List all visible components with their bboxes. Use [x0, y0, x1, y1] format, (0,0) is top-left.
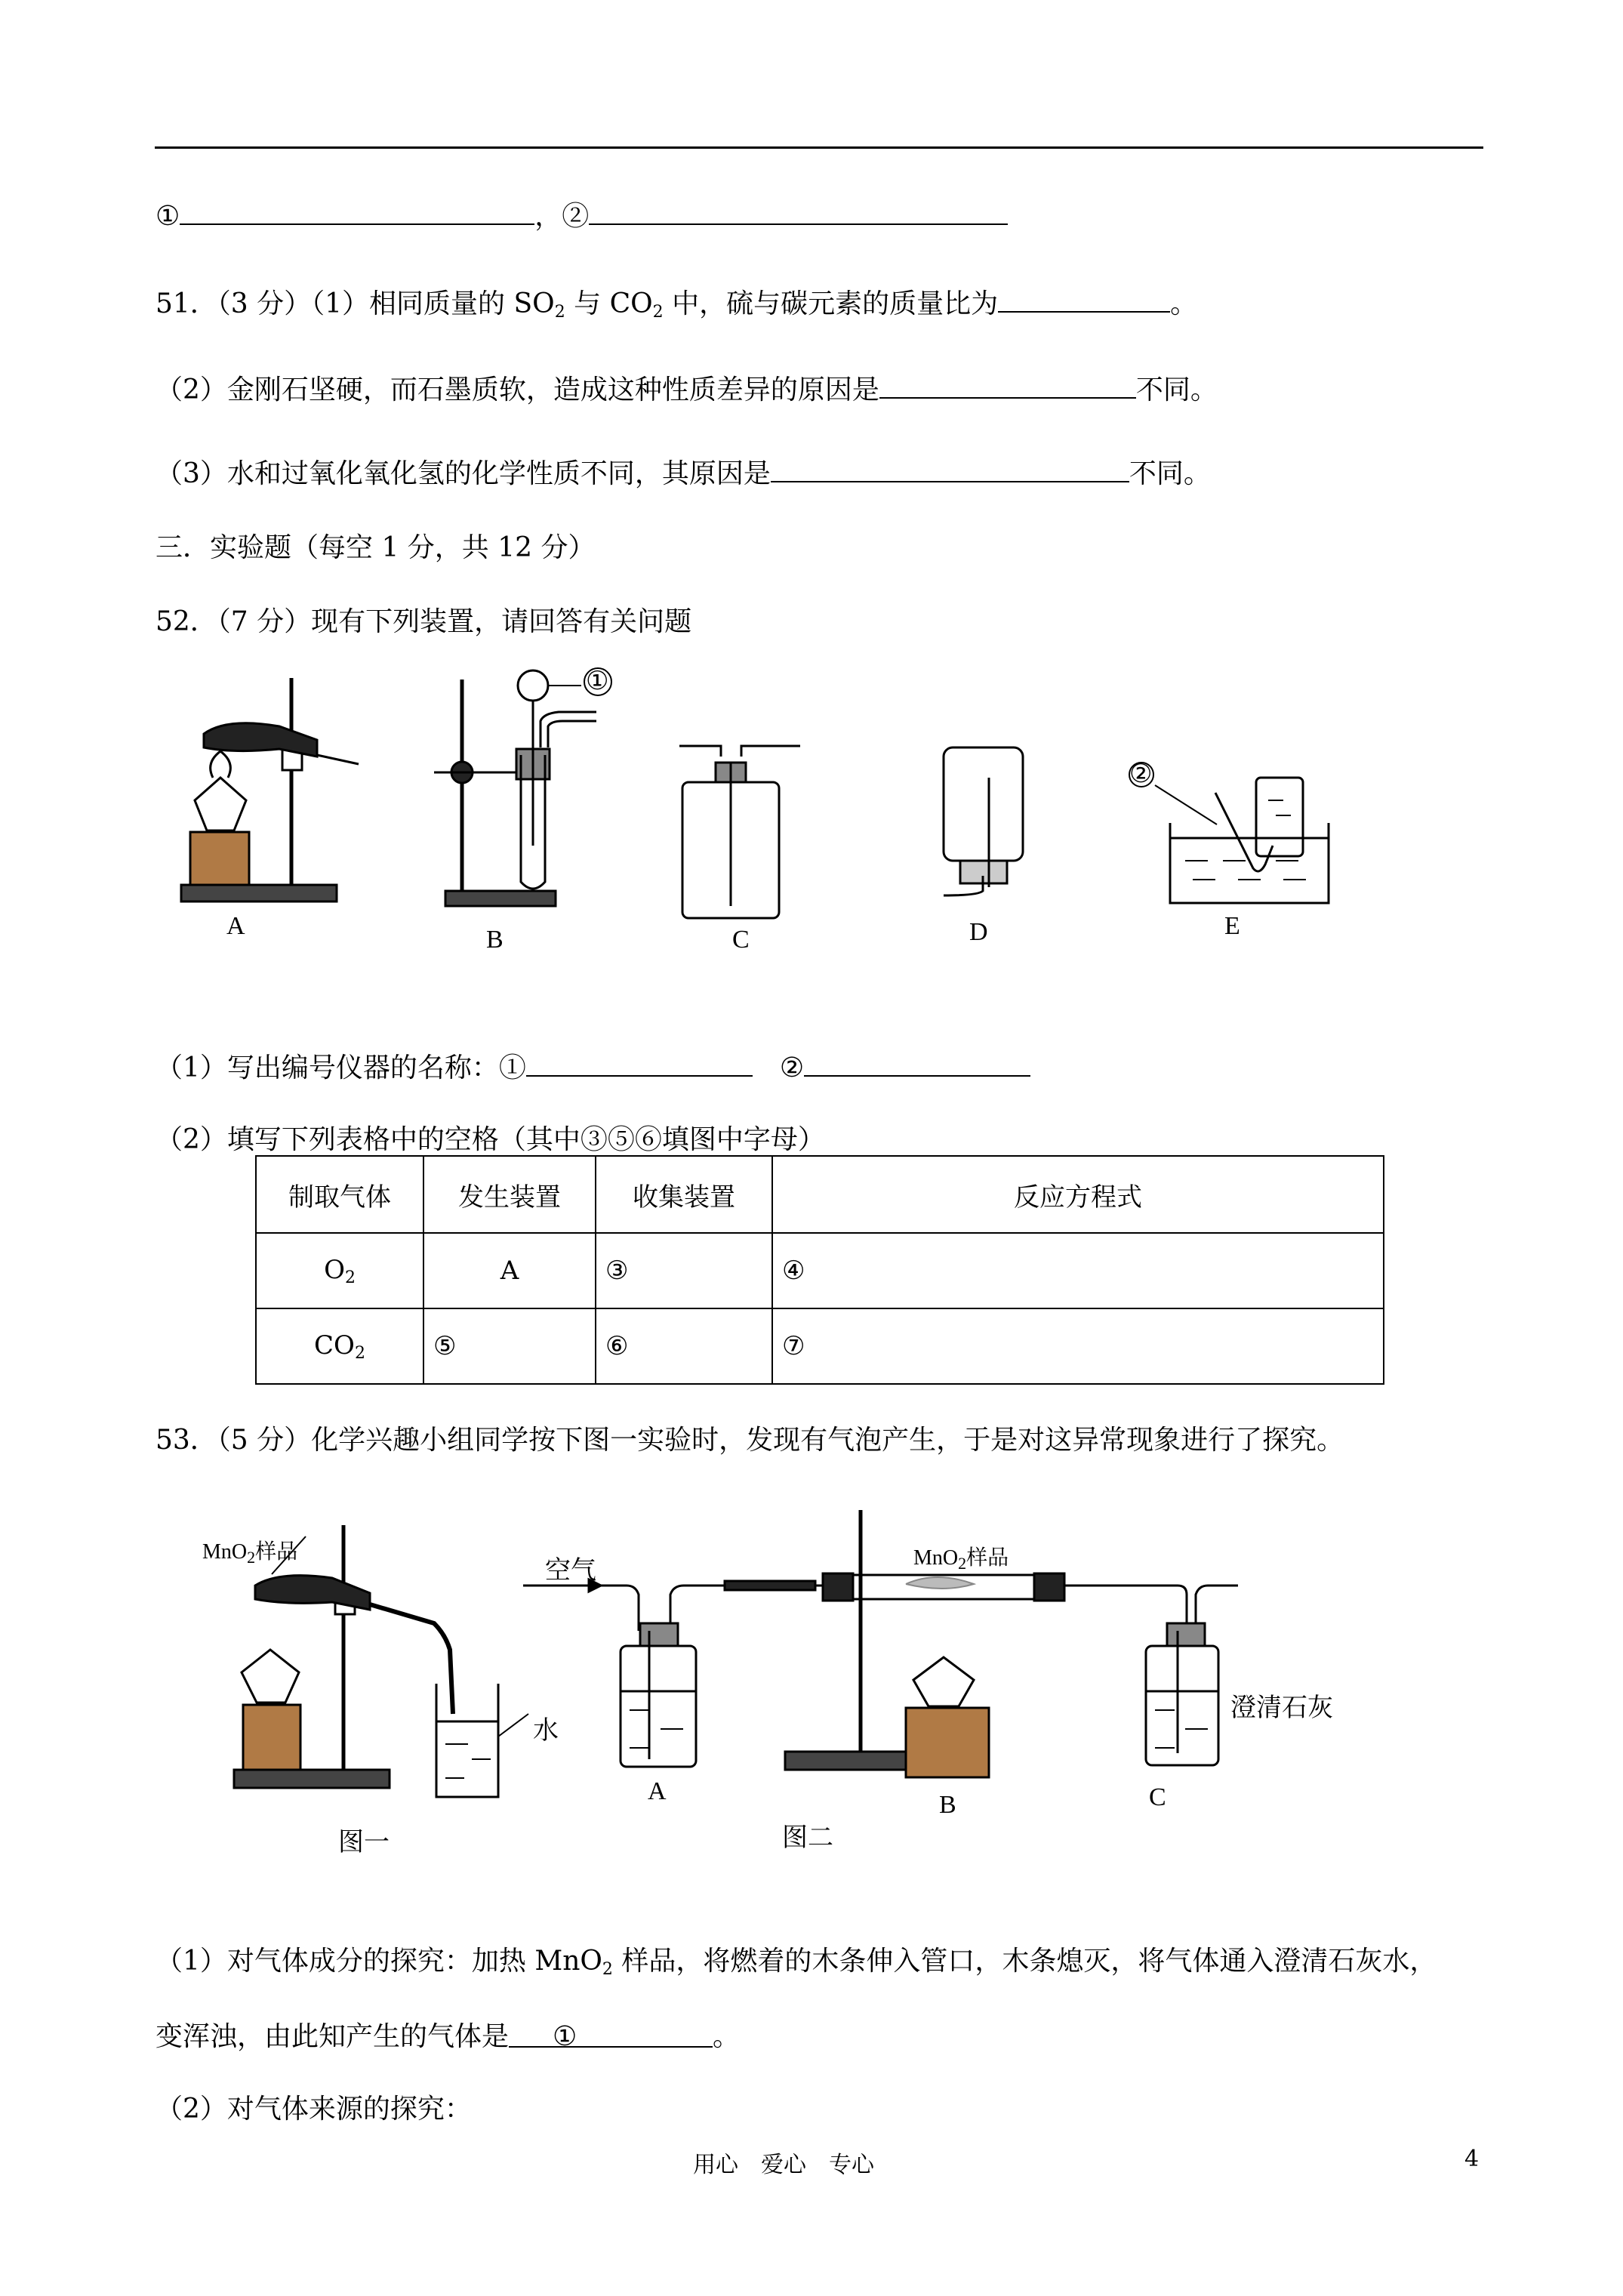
- q53-sub1-line2: 变浑浊，由此知产生的气体是 ① 。: [156, 2021, 741, 2052]
- cell-collector[interactable]: ③: [596, 1233, 772, 1308]
- fig2-label-C: C: [1149, 1783, 1166, 1811]
- marker-1: ①: [586, 667, 609, 695]
- cell-equation[interactable]: ④: [772, 1233, 1384, 1308]
- label-E: E: [1224, 912, 1240, 940]
- q51-line3: （3）水和过氧化氧化氢的化学性质不同，其原因是 不同。: [156, 458, 1211, 489]
- gas-table: [255, 1155, 1384, 1385]
- fig1-caption: 图一: [338, 1829, 390, 1857]
- fig2-sample-label: MnO$_2$样品: [913, 1546, 1009, 1573]
- cell-gas: $O_2$: [256, 1233, 423, 1308]
- answer-marker-1: ①: [156, 201, 180, 232]
- cell-collector[interactable]: ⑥: [596, 1308, 772, 1384]
- cell-generator[interactable]: ⑤: [423, 1308, 596, 1384]
- header-collector: 收集装置: [596, 1156, 772, 1233]
- footer-motto: 用心 爱心 专心: [693, 2152, 874, 2178]
- instrument-blank-1[interactable]: [526, 1052, 753, 1077]
- header-equation: 反应方程式: [772, 1156, 1384, 1233]
- gas-answer-blank[interactable]: ①: [509, 2023, 713, 2048]
- cell-generator: A: [423, 1233, 596, 1308]
- q51-line2: （2）金刚石坚硬，而石墨质软，造成这种性质差异的原因是 不同。: [156, 374, 1218, 405]
- q52-sub1: （1）写出编号仪器的名称：① ②: [156, 1052, 1030, 1082]
- header-generator: 发生装置: [423, 1156, 596, 1233]
- cell-equation[interactable]: ⑦: [772, 1308, 1384, 1384]
- q53-sub2: （2）对气体来源的探究：: [156, 2094, 472, 2125]
- fig2-label-B: B: [939, 1791, 956, 1819]
- q53-sub1-line1: （1）对气体成分的探究：加热 MnO$_2$ 样品，将燃着的木条伸入管口，木条熄灭，将气体通入澄清石灰水，: [156, 1946, 1437, 1979]
- answer-marker-2: ，②: [534, 201, 590, 232]
- label-D: D: [969, 918, 988, 946]
- section-title-experiment: 三．实验题（每空 1 分，共 12 分）: [156, 532, 596, 563]
- table-row: [256, 1308, 1384, 1384]
- fig2-label-A: A: [648, 1777, 667, 1805]
- label-C: C: [732, 926, 750, 954]
- fig1-sample-label: MnO$_2$样品: [202, 1540, 298, 1567]
- cell-gas: $CO_2$: [256, 1308, 423, 1384]
- header-gas: 制取气体: [256, 1156, 423, 1233]
- fig2-caption: 图二: [782, 1824, 833, 1852]
- table-row: [256, 1233, 1384, 1308]
- label-A: A: [226, 912, 245, 940]
- q51-line1: 51．（3 分）（1）相同质量的 $SO_2$ 与 $CO_2$ 中，硫与碳元素的质量比为 。: [156, 288, 1198, 322]
- page-number: 4: [1464, 2146, 1480, 2172]
- instrument-blank-2[interactable]: [804, 1052, 1030, 1077]
- label-B: B: [486, 926, 504, 954]
- q53-title: 53．（5 分）化学兴趣小组同学按下图一实验时，发现有气泡产生，于是对这异常现象进行了探究。: [156, 1425, 1344, 1456]
- marker-2: ②: [1129, 760, 1153, 788]
- limewater-label: 澄清石灰: [1230, 1694, 1333, 1722]
- water-label: 水: [533, 1717, 559, 1745]
- q52-title: 52．（7 分）现有下列装置，请回答有关问题: [156, 606, 692, 637]
- air-label: 空气: [545, 1557, 596, 1585]
- q52-sub2: （2）填写下列表格中的空格（其中③⑤⑥填图中字母）: [156, 1124, 825, 1155]
